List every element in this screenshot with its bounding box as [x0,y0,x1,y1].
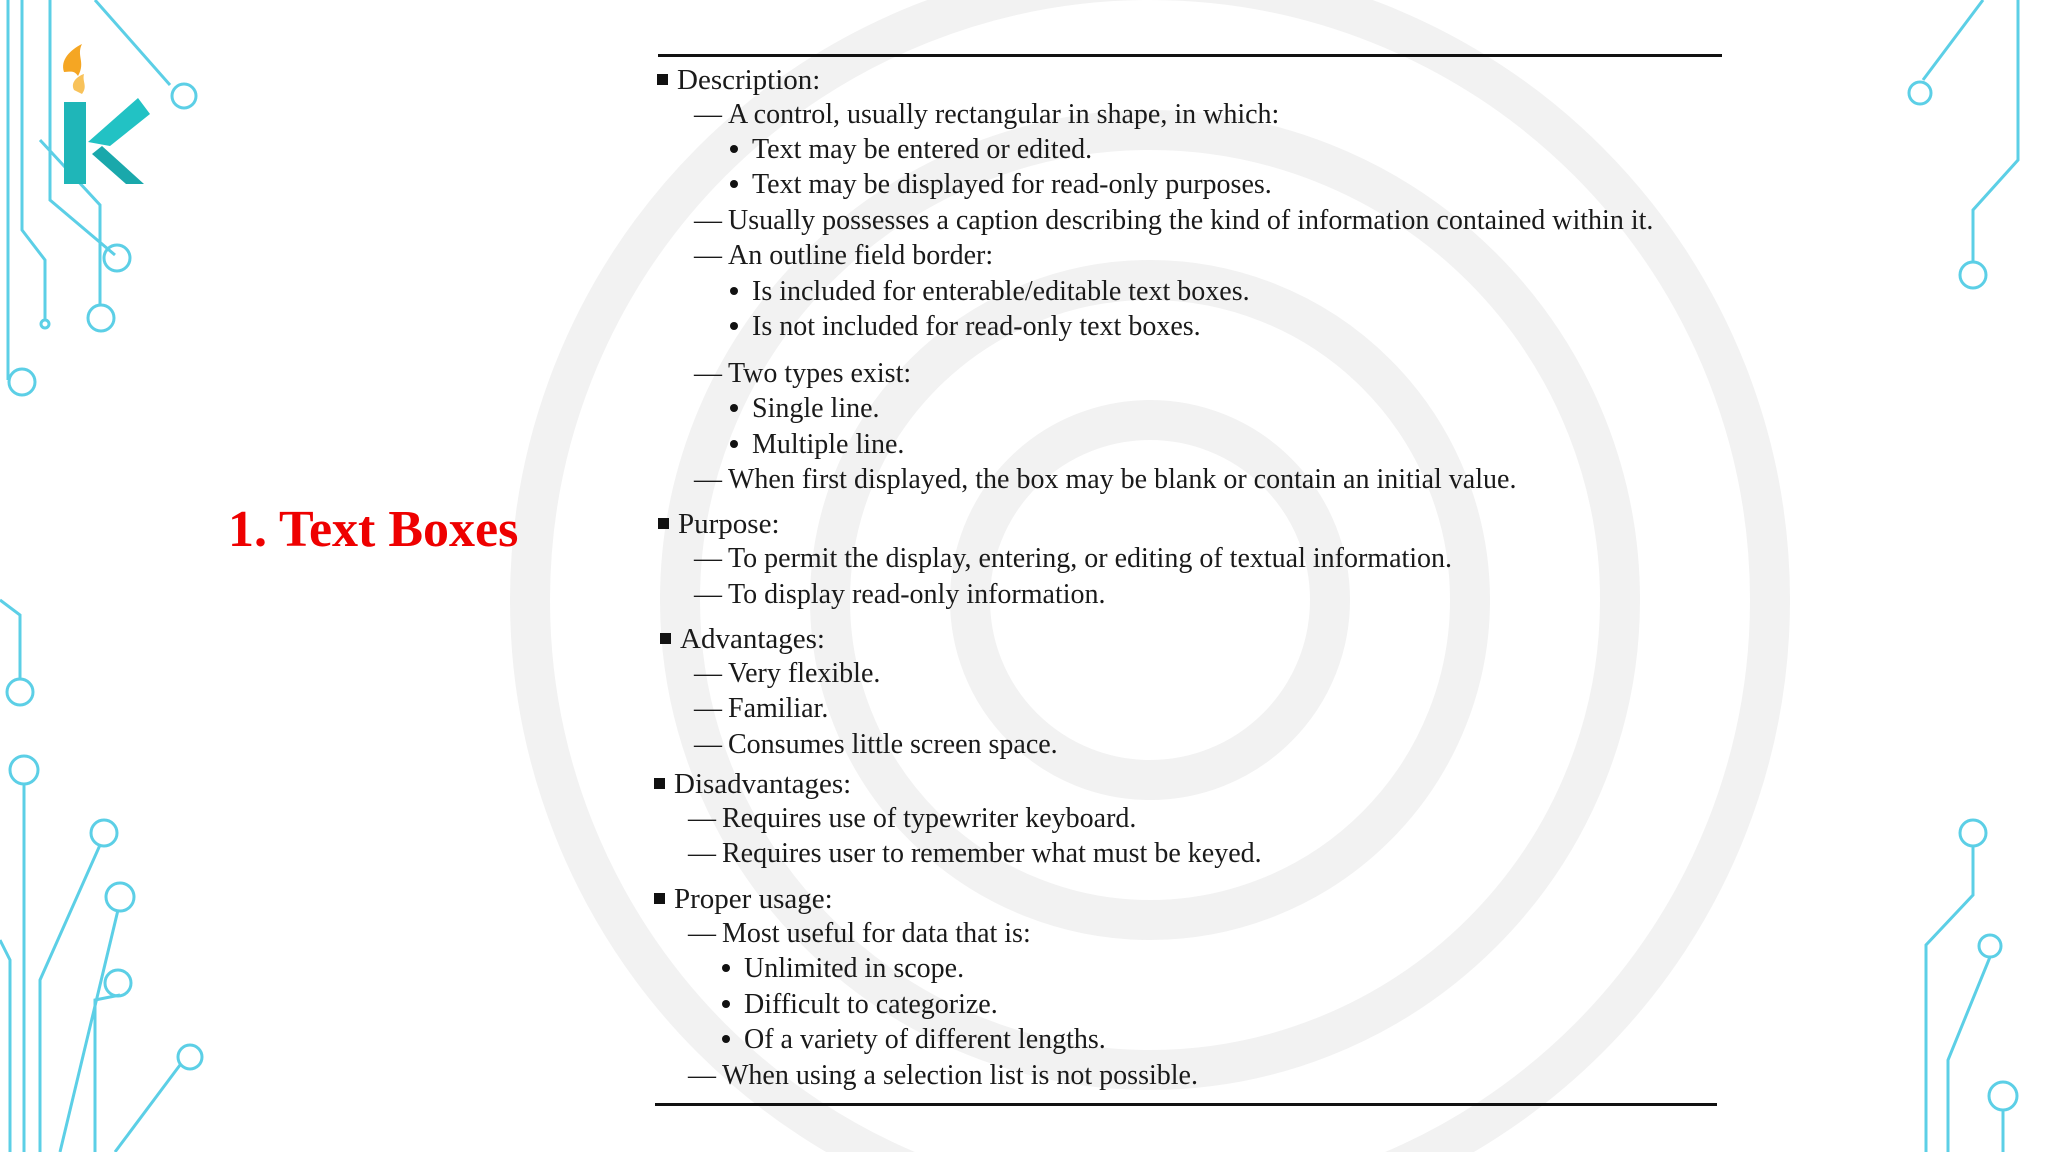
line-text: Advantages: [680,623,825,655]
dash-marker: — [694,729,722,760]
dash-item [694,357,911,391]
dash-marker: — [694,205,722,236]
square-bullet-icon [654,778,665,789]
line-text: An outline field border: [728,240,994,271]
dash-marker: — [688,838,716,869]
line-text: Purpose: [678,508,780,540]
round-bullet-icon [730,145,738,153]
dash-item [694,98,1279,132]
line-text: When using a selection list is not possible. [722,1060,1198,1091]
line-text: Requires use of typewriter keyboard. [722,803,1137,834]
round-bullet-icon [730,287,738,295]
section-heading [654,882,833,916]
line-text: Single line. [752,393,880,424]
dash-item [688,837,1262,871]
bullet-item [722,1023,1106,1057]
line-text: Difficult to categorize. [744,989,998,1020]
section-heading [660,622,825,656]
line-text: Text may be entered or edited. [752,134,1093,165]
round-bullet-icon [722,964,730,972]
dash-item [688,917,1031,951]
section-heading [657,63,820,97]
dash-marker: — [688,1060,716,1091]
bullet-item [722,988,998,1022]
section-heading [654,767,851,801]
line-text: Usually possesses a caption describing the kind of information contained within it. [728,205,1654,236]
line-text: When first displayed, the box may be blank or contain an initial value. [728,464,1517,495]
dash-item [688,1059,1198,1093]
square-bullet-icon [654,893,665,904]
bullet-item [730,392,880,426]
line-text: Of a variety of different lengths. [744,1024,1106,1055]
bullet-item [730,275,1250,309]
bullet-item [730,310,1201,344]
square-bullet-icon [658,518,669,529]
line-text: Disadvantages: [674,768,852,800]
round-bullet-icon [730,440,738,448]
round-bullet-icon [730,322,738,330]
dash-item [694,692,828,726]
dash-item [694,578,1106,612]
square-bullet-icon [660,633,671,644]
dash-item [688,802,1136,836]
dash-marker: — [694,358,722,389]
bullet-item [730,133,1092,167]
line-text: To display read-only information. [728,579,1106,610]
line-text: Is included for enterable/editable text boxes. [752,276,1250,307]
line-text: A control, usually rectangular in shape, in which: [728,99,1280,130]
section-heading [658,507,780,541]
dash-item [694,542,1452,576]
dash-item [694,657,880,691]
dash-item [694,463,1516,497]
line-text: To permit the display, entering, or editing of textual information. [728,543,1453,574]
round-bullet-icon [730,180,738,188]
dash-marker: — [694,579,722,610]
dash-marker: — [694,693,722,724]
round-bullet-icon [722,1035,730,1043]
bullet-item [730,428,904,462]
dash-marker: — [694,464,722,495]
dash-marker: — [688,918,716,949]
line-text: Very flexible. [728,658,881,689]
line-text: Requires user to remember what must be keyed. [722,838,1262,869]
line-text: Description: [677,64,821,96]
line-text: Proper usage: [674,883,833,915]
dash-item [694,204,1653,238]
dash-marker: — [694,240,722,271]
dash-marker: — [688,803,716,834]
dash-item [694,728,1058,762]
line-text: Familiar. [728,693,829,724]
line-text: Unlimited in scope. [744,953,965,984]
dash-marker: — [694,658,722,689]
bullet-item [722,952,964,986]
bullet-item [730,168,1272,202]
line-text: Text may be displayed for read-only purposes. [752,169,1272,200]
line-text: Multiple line. [752,429,905,460]
dash-marker: — [694,99,722,130]
line-text: Two types exist: [728,358,912,389]
round-bullet-icon [722,1000,730,1008]
line-text: Most useful for data that is: [722,918,1031,949]
line-text: Is not included for read-only text boxes. [752,311,1201,342]
round-bullet-icon [730,404,738,412]
dash-item [694,239,993,273]
square-bullet-icon [657,74,668,85]
line-text: Consumes little screen space. [728,729,1058,760]
slide-title: 1. Text Boxes [228,501,519,558]
dash-marker: — [694,543,722,574]
